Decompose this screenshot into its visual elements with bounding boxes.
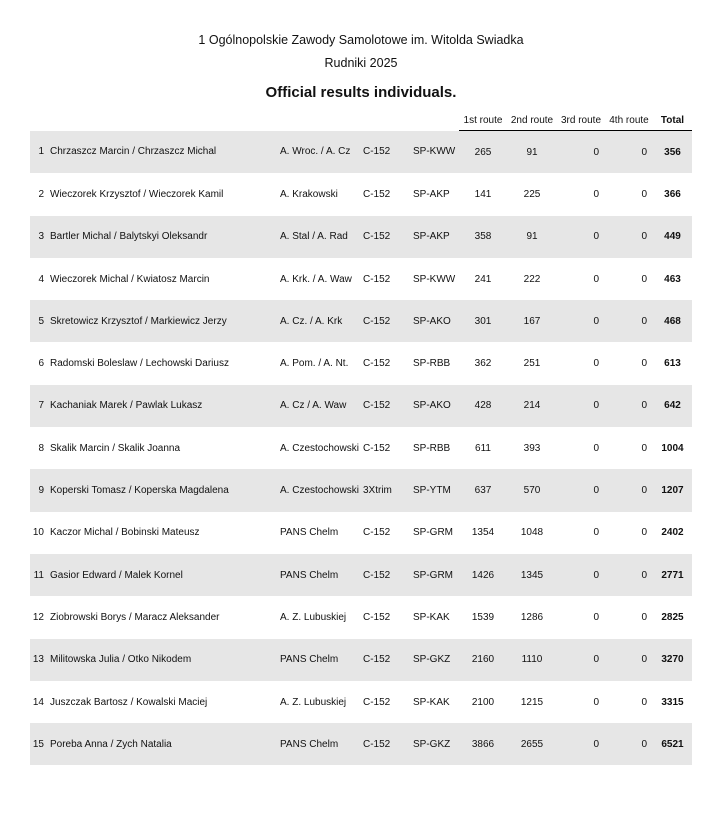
cell-2nd-route: 1215 — [520, 696, 544, 708]
cell-total: 1207 — [653, 469, 692, 511]
table-row — [30, 554, 692, 596]
cell-rank: 8 — [38, 442, 44, 454]
cell-4th-route: 0 — [641, 527, 647, 539]
cell-4th-route: 0 — [605, 131, 653, 174]
cell-4th-route: 0 — [605, 216, 653, 258]
cell-rank: 9 — [30, 469, 50, 511]
cell-plane: C-152 — [363, 358, 391, 370]
cell-registration: SP-GRM — [413, 554, 459, 596]
table-row — [30, 173, 692, 215]
cell-2nd-route: 91 — [507, 131, 557, 174]
results-table — [30, 111, 692, 765]
table-row — [30, 512, 692, 554]
header-4th-route: 4th route — [605, 111, 653, 131]
cell-total: 6521 — [653, 723, 692, 765]
cell-2nd-route: 225 — [523, 188, 541, 200]
cell-1st-route: 3866 — [459, 723, 507, 765]
cell-total: 366 — [664, 188, 681, 200]
cell-total: 2825 — [661, 611, 684, 623]
cell-2nd-route: 222 — [523, 273, 541, 285]
cell-2nd-route: 167 — [507, 300, 557, 342]
cell-rank: 6 — [38, 358, 44, 370]
cell-1st-route: 2160 — [459, 639, 507, 681]
cell-crew: Ziobrowski Borys / Maracz Aleksander — [50, 611, 220, 623]
cell-3rd-route: 0 — [557, 723, 605, 765]
table-row — [30, 596, 692, 638]
cell-1st-route: 301 — [459, 300, 507, 342]
cell-4th-route: 0 — [605, 723, 653, 765]
cell-3rd-route: 0 — [557, 300, 605, 342]
cell-plane: 3Xtrim — [363, 469, 413, 511]
cell-4th-route: 0 — [641, 442, 647, 454]
cell-total: 356 — [653, 131, 692, 174]
cell-club: PANS Chelm — [280, 527, 339, 539]
cell-crew: Skalik Marcin / Skalik Joanna — [50, 442, 181, 454]
cell-4th-route: 0 — [641, 273, 647, 285]
cell-1st-route: 2100 — [471, 696, 495, 708]
cell-registration: SP-RBB — [413, 442, 451, 454]
cell-rank: 7 — [30, 385, 50, 427]
cell-total: 3270 — [653, 639, 692, 681]
cell-registration: SP-GRM — [413, 527, 453, 539]
table-header-row — [30, 111, 692, 131]
cell-1st-route: 241 — [474, 273, 492, 285]
cell-3rd-route: 0 — [557, 131, 605, 174]
cell-total: 642 — [653, 385, 692, 427]
cell-1st-route: 1354 — [471, 527, 495, 539]
cell-rank: 5 — [30, 300, 50, 342]
cell-plane: C-152 — [363, 188, 391, 200]
cell-plane: C-152 — [363, 131, 413, 174]
cell-registration: SP-AKP — [413, 216, 459, 258]
cell-2nd-route: 2655 — [507, 723, 557, 765]
cell-rank: 4 — [38, 273, 44, 285]
cell-total: 449 — [653, 216, 692, 258]
cell-3rd-route: 0 — [593, 358, 599, 370]
cell-total: 3315 — [661, 696, 684, 708]
table-row — [30, 258, 692, 300]
cell-registration: SP-KWW — [413, 131, 459, 174]
cell-crew: Radomski Boleslaw / Lechowski Dariusz — [50, 358, 229, 370]
cell-rank: 15 — [30, 723, 50, 765]
cell-registration: SP-KWW — [413, 273, 456, 285]
cell-4th-route: 0 — [605, 639, 653, 681]
table-row — [30, 216, 692, 258]
cell-club: PANS Chelm — [280, 723, 363, 765]
cell-3rd-route: 0 — [593, 188, 599, 200]
cell-total: 613 — [664, 358, 681, 370]
cell-club: A. Z. Lubuskiej — [280, 696, 347, 708]
cell-club: A. Stal / A. Rad — [280, 216, 363, 258]
cell-total: 463 — [664, 273, 681, 285]
cell-rank: 2 — [38, 188, 44, 200]
cell-registration: SP-AKO — [413, 385, 459, 427]
cell-4th-route: 0 — [605, 469, 653, 511]
cell-plane: C-152 — [363, 723, 413, 765]
cell-rank: 3 — [30, 216, 50, 258]
cell-3rd-route: 0 — [557, 469, 605, 511]
cell-crew: Wieczorek Michal / Kwiatosz Marcin — [50, 273, 210, 285]
header-total: Total — [653, 111, 692, 131]
cell-crew: Chrzaszcz Marcin / Chrzaszcz Michal — [50, 131, 280, 174]
results-body — [30, 131, 692, 766]
cell-3rd-route: 0 — [593, 696, 599, 708]
cell-1st-route: 265 — [459, 131, 507, 174]
table-row — [30, 469, 692, 511]
header-registration — [413, 111, 459, 131]
cell-plane: C-152 — [363, 696, 391, 708]
cell-total: 468 — [653, 300, 692, 342]
cell-registration: SP-KAK — [413, 611, 450, 623]
cell-club: PANS Chelm — [280, 554, 363, 596]
cell-rank: 12 — [32, 611, 44, 623]
cell-4th-route: 0 — [641, 358, 647, 370]
cell-2nd-route: 91 — [507, 216, 557, 258]
header-2nd-route: 2nd route — [507, 111, 557, 131]
cell-rank: 1 — [30, 131, 50, 174]
cell-total: 1004 — [661, 442, 684, 454]
cell-2nd-route: 251 — [523, 358, 541, 370]
table-row — [30, 427, 692, 469]
cell-registration: SP-KAK — [413, 696, 450, 708]
cell-registration: SP-AKP — [413, 188, 450, 200]
cell-4th-route: 0 — [641, 188, 647, 200]
cell-crew: Skretowicz Krzysztof / Markiewicz Jerzy — [50, 300, 280, 342]
header-plane — [363, 111, 413, 131]
table-row — [30, 131, 692, 174]
cell-3rd-route: 0 — [593, 527, 599, 539]
cell-plane: C-152 — [363, 611, 391, 623]
cell-plane: C-152 — [363, 442, 391, 454]
cell-crew: Poreba Anna / Zych Natalia — [50, 723, 280, 765]
cell-registration: SP-AKO — [413, 300, 459, 342]
cell-rank: 14 — [32, 696, 44, 708]
cell-rank: 13 — [30, 639, 50, 681]
cell-club: A. Cz / A. Waw — [280, 385, 363, 427]
table-row — [30, 342, 692, 384]
cell-plane: C-152 — [363, 639, 413, 681]
cell-crew: Kachaniak Marek / Pawlak Lukasz — [50, 385, 280, 427]
cell-1st-route: 637 — [459, 469, 507, 511]
cell-crew: Militowska Julia / Otko Nikodem — [50, 639, 280, 681]
cell-club: A. Cz. / A. Krk — [280, 300, 363, 342]
cell-plane: C-152 — [363, 527, 391, 539]
event-title: 1 Ogólnopolskie Zawody Samolotowe im. Witolda Swiadka — [198, 33, 524, 47]
cell-club: A. Czestochowski — [280, 469, 363, 511]
cell-crew: Kaczor Michal / Bobinski Mateusz — [50, 527, 200, 539]
cell-crew: Wieczorek Krzysztof / Wieczorek Kamil — [50, 188, 224, 200]
cell-registration: SP-GKZ — [413, 639, 459, 681]
table-row — [30, 385, 692, 427]
cell-rank: 10 — [32, 527, 44, 539]
cell-club: PANS Chelm — [280, 639, 363, 681]
cell-2nd-route: 1286 — [520, 611, 544, 623]
cell-rank: 11 — [30, 554, 50, 596]
cell-registration: SP-RBB — [413, 358, 451, 370]
cell-1st-route: 428 — [459, 385, 507, 427]
cell-3rd-route: 0 — [593, 442, 599, 454]
cell-1st-route: 1539 — [471, 611, 495, 623]
cell-3rd-route: 0 — [557, 554, 605, 596]
table-row — [30, 300, 692, 342]
cell-1st-route: 358 — [459, 216, 507, 258]
table-row — [30, 681, 692, 723]
cell-1st-route: 1426 — [459, 554, 507, 596]
cell-4th-route: 0 — [641, 611, 647, 623]
header-crew — [50, 111, 280, 131]
cell-2nd-route: 570 — [507, 469, 557, 511]
cell-club: A. Z. Lubuskiej — [280, 611, 347, 623]
cell-registration: SP-YTM — [413, 469, 459, 511]
cell-3rd-route: 0 — [557, 216, 605, 258]
cell-plane: C-152 — [363, 300, 413, 342]
cell-club: A. Pom. / A. Nt. — [280, 358, 349, 370]
header-club — [280, 111, 363, 131]
header-rank — [30, 111, 50, 131]
cell-3rd-route: 0 — [593, 611, 599, 623]
cell-2nd-route: 214 — [507, 385, 557, 427]
header-3rd-route: 3rd route — [557, 111, 605, 131]
cell-1st-route: 611 — [475, 442, 491, 454]
table-row — [30, 639, 692, 681]
cell-4th-route: 0 — [605, 554, 653, 596]
cell-total: 2402 — [661, 527, 684, 539]
cell-2nd-route: 1048 — [520, 527, 544, 539]
cell-club: A. Czestochowski — [280, 442, 359, 454]
cell-plane: C-152 — [363, 216, 413, 258]
cell-2nd-route: 393 — [523, 442, 541, 454]
cell-crew: Bartler Michal / Balytskyi Oleksandr — [50, 216, 280, 258]
cell-4th-route: 0 — [605, 300, 653, 342]
cell-crew: Gasior Edward / Malek Kornel — [50, 554, 280, 596]
cell-3rd-route: 0 — [557, 385, 605, 427]
cell-plane: C-152 — [363, 554, 413, 596]
event-location: Rudniki 2025 — [324, 56, 398, 70]
results-heading: Official results individuals. — [265, 84, 457, 101]
cell-crew: Koperski Tomasz / Koperska Magdalena — [50, 469, 280, 511]
header-1st-route: 1st route — [459, 111, 507, 131]
cell-registration: SP-GKZ — [413, 723, 459, 765]
cell-crew: Juszczak Bartosz / Kowalski Maciej — [50, 696, 208, 708]
cell-total: 2771 — [653, 554, 692, 596]
cell-1st-route: 141 — [474, 188, 492, 200]
cell-club: A. Wroc. / A. Cz — [280, 131, 363, 174]
cell-club: A. Krk. / A. Waw — [280, 273, 352, 285]
table-row — [30, 723, 692, 765]
cell-plane: C-152 — [363, 385, 413, 427]
cell-1st-route: 362 — [474, 358, 492, 370]
cell-2nd-route: 1110 — [507, 639, 557, 681]
cell-3rd-route: 0 — [557, 639, 605, 681]
cell-plane: C-152 — [363, 273, 391, 285]
cell-4th-route: 0 — [605, 385, 653, 427]
cell-2nd-route: 1345 — [507, 554, 557, 596]
cell-club: A. Krakowski — [280, 188, 338, 200]
cell-4th-route: 0 — [641, 696, 647, 708]
cell-3rd-route: 0 — [593, 273, 599, 285]
